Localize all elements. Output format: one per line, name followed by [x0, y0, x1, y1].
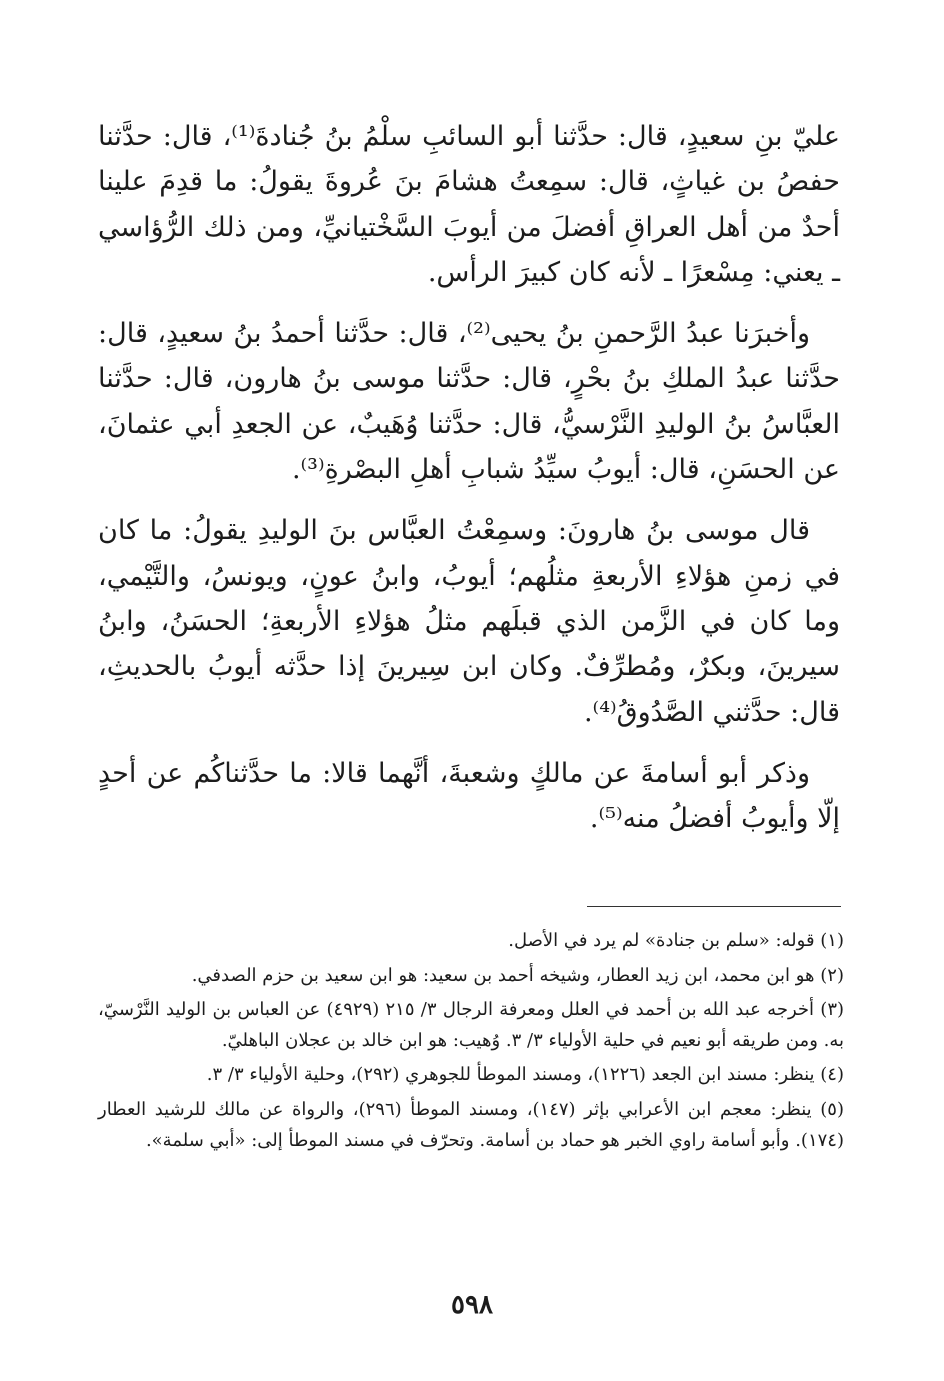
- page-number: ٥٩٨: [451, 1290, 493, 1320]
- footnotes: [98, 926, 844, 1160]
- footnote-2: (٢) هو ابن محمد، ابن زيد العطار، وشيخه أحمد بن سعيد: هو ابن سعيد بن حزم الصدفي.: [191, 964, 844, 986]
- paragraph: وذكر أبو أسامةَ عن مالكٍ وشعبةَ، أنَّهما قالا: ما حدَّثناكُم عن أحدٍ إلّا وأيوبُ أفضلُ منه⁽⁵⁾.: [98, 757, 840, 835]
- main-text: [98, 114, 840, 857]
- footnote-separator: [587, 906, 841, 907]
- footnote-3: (٣) أخرجه عبد الله بن أحمد في العلل ومعرفة الرجال ٣/ ٢١٥ (٤٩٢٩) عن العباس بن الوليد النَّرْسيّ، به. ومن طريقه أبو نعيم في حلية الأولياء ٣/ ٣. وُهيب: هو ابن خالد بن عجلان الباهليّ.: [98, 999, 845, 1051]
- paragraph: قال موسى بنُ هارونَ: وسمِعْتُ العبَّاس بنَ الوليدِ يقولُ: ما كان في زمنِ هؤلاءِ الأربعةِ مثلُهم؛ أيوبُ، وابنُ عونٍ، ويونسُ، والتَّيْمي، وما كان في الزَّمن الذي قبلَهم مثلُ هؤلاءِ الأربعةِ؛ الحسَنُ، وابنُ سيرينَ، وبكرٌ، ومُطرِّفٌ. وكان ابن سِيرينَ إذا حدَّثه أيوبُ بالحديثِ، قال: حدَّثني الصَّدُوقُ⁽⁴⁾.: [98, 515, 840, 728]
- footnote-1: (١) قوله: «سلم بن جنادة» لم يرد في الأصل.: [508, 930, 844, 951]
- paragraph: عليّ بنِ سعيدٍ، قال: حدَّثنا أبو السائبِ سلْمُ بنُ جُنادةَ⁽¹⁾، قال: حدَّثنا حفصُ بن غياثٍ، قال: سمِعتُ هشامَ بنَ عُروةَ يقولُ: ما قدِمَ علينا أحدٌ من أهل العراقِ أفضلَ من أيوبَ السَّخْتيانيِّ، ومن ذلك الرُّؤاسي ـ يعني: مِسْعرًا ـ لأنه كان كبيرَ الرأس.: [98, 121, 840, 288]
- footnote-5: (٥) ينظر: معجم ابن الأعرابي بإثر (١٤٧)، ومسند الموطأ (٢٩٦)، والرواة عن مالك للرشيد العطار (١٧٤). وأبو أسامة راوي الخبر هو حماد بن أسامة. وتحرّف في مسند الموطأ إلى: «أبي سلمة».: [98, 1098, 844, 1151]
- footnote-4: (٤) ينظر: مسند ابن الجعد (١٢٢٦)، ومسند الموطأ للجوهري (٢٩٢)، وحلية الأولياء ٣/ ٣.: [206, 1064, 844, 1086]
- paragraph: وأخبرَنا عبدُ الرَّحمنِ بنُ يحيى⁽²⁾، قال: حدَّثنا أحمدُ بنُ سعيدٍ، قال: حدَّثنا عبدُ الملكِ بنُ بحْرٍ، قال: حدَّثنا موسى بنُ هارون، قال: حدَّثنا العبَّاسُ بنُ الوليدِ النَّرْسيُّ، قال: حدَّثنا وُهَيبٌ، عن الجعدِ أبي عثمانَ، عن الحسَنِ، قال: أيوبُ سيِّدُ شبابِ أهلِ البصْرةِ⁽³⁾.: [98, 318, 840, 486]
